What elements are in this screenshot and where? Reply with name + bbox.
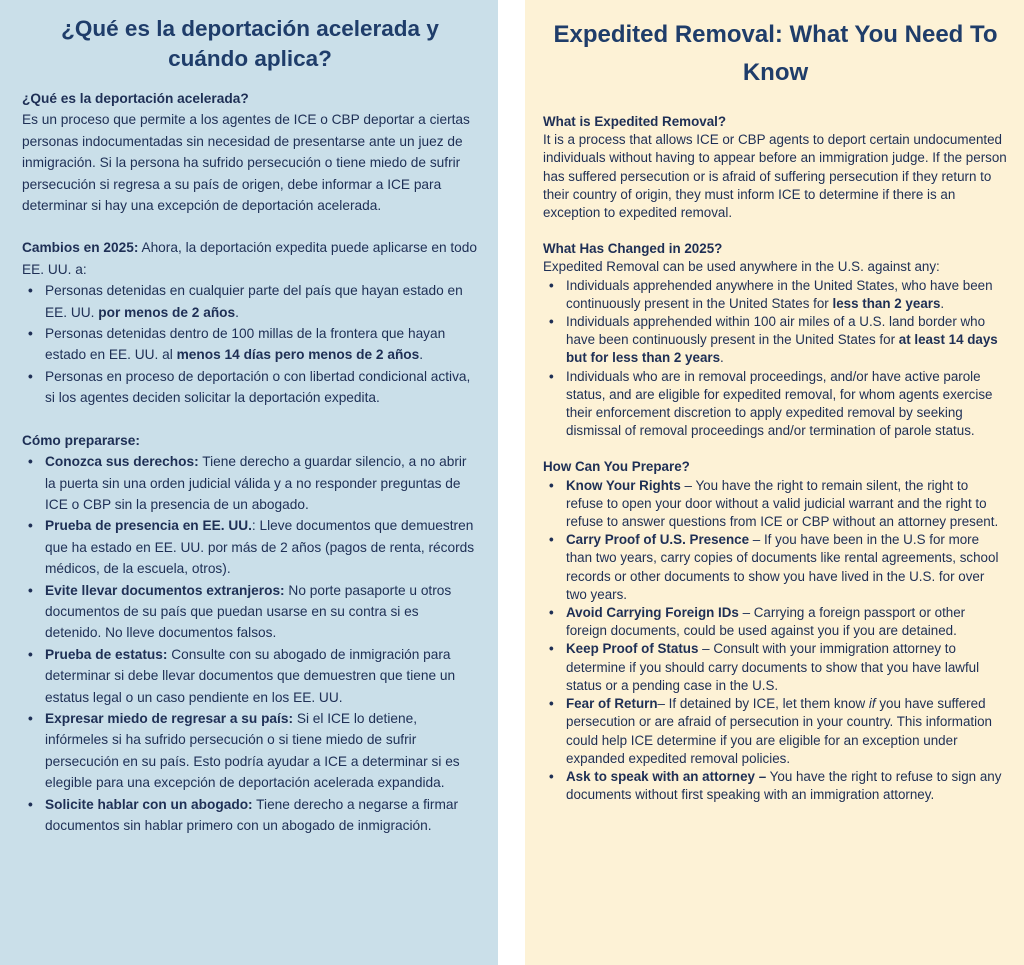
prepare-section-es xyxy=(22,430,478,837)
list-item: • Expresar miedo de regresar a su país: Si el ICE lo detiene, infórmeles si ha sufrido persecución o si tiene miedo de sufrir persecución en su país. Esto podría ayudar a ICE a determinar si es elegible para una excepción de deportación acelerada expandida. xyxy=(22,708,478,794)
list-item: • Prueba de estatus: Consulte con su abogado de inmigración para determinar si debe llevar documentos que demuestren que tiene un estatus legal o un caso pendiente en los EE. UU. xyxy=(22,644,478,708)
list-item: • Keep Proof of Status – Consult with your immigration attorney to determine if you should carry documents to show that you have lawful status or a pending case in the U.S. xyxy=(543,640,1008,695)
list-item: • Personas en proceso de deportación o con libertad condicional activa, si los agentes deciden solicitar la deportación expedita. xyxy=(22,366,478,409)
what-section-en xyxy=(543,113,1008,222)
list-item: • Personas detenidas en cualquier parte del país que hayan estado en EE. UU. por menos de 2 años. xyxy=(22,280,478,323)
prepare-heading-en: How Can You Prepare? xyxy=(543,459,690,475)
list-item: • Ask to speak with an attorney – You have the right to refuse to sign any documents without first speaking with an immigration attorney. xyxy=(543,768,1008,804)
changes-intro-en: Expedited Removal can be used anywhere in the U.S. against any: xyxy=(543,259,940,275)
changes-list-en xyxy=(543,277,1008,441)
changes-section-en xyxy=(543,240,1008,440)
english-title: Expedited Removal: What You Need To Know xyxy=(553,21,998,86)
list-item: • Carry Proof of U.S. Presence – If you have been in the U.S for more than two years, carry copies of documents like rental agreements, school records or other documents to show you have lived in the U.S. for over two years. xyxy=(543,531,1008,604)
prepare-list-es xyxy=(22,451,478,836)
list-item: • Prueba de presencia en EE. UU.: Lleve documentos que demuestren que ha estado en EE. UU. por más de 2 años (pagos de renta, récords médicos, de la escuela, otros). xyxy=(22,515,478,579)
list-item: • Personas detenidas dentro de 100 millas de la frontera que hayan estado en EE. UU. al menos 14 días pero menos de 2 años. xyxy=(22,323,478,366)
list-item: • Know Your Rights – You have the right to remain silent, the right to refuse to open your door without a valid judicial warrant and the right to refuse to answer questions from ICE or CBP without an attorney present. xyxy=(543,477,1008,532)
spanish-panel xyxy=(0,0,498,965)
list-item: • Individuals apprehended within 100 air miles of a U.S. land border who have been continuously present in the United States for at least 14 days but for less than 2 years. xyxy=(543,313,1008,368)
prepare-list-en xyxy=(543,477,1008,805)
list-item: • Evite llevar documentos extranjeros: No porte pasaporte u otros documentos de su país que puedan usarse en su contra si es detenido. No lleve documentos falsos. xyxy=(22,580,478,644)
changes-list-es xyxy=(22,280,478,408)
list-item: • Individuals apprehended anywhere in the United States, who have been continuously present in the United States for less than 2 years. xyxy=(543,277,1008,313)
what-section-es xyxy=(22,88,478,216)
changes-section-es xyxy=(22,237,478,408)
list-item: • Individuals who are in removal proceedings, and/or have active parole status, and are eligible for expedited removal, for whom agents exercise their enforcement discretion to apply expedited removal by seeking dismissal of removal proceedings and/or termination of parole status. xyxy=(543,368,1008,441)
spanish-title: ¿Qué es la deportación acelerada y cuándo aplica? xyxy=(61,16,439,71)
what-text-es: Es un proceso que permite a los agentes de ICE o CBP deportar a ciertas personas indocumentadas sin necesidad de presentarse ante un juez de inmigración. Si la persona ha sufrido persecución o tiene miedo de sufrir persecución si regresa a su país de origen, debe informar a ICE para determinar si hay una excepción de deportación acelerada. xyxy=(22,112,470,214)
prepare-heading-es: Cómo prepararse: xyxy=(22,432,140,448)
changes-heading-en: What Has Changed in 2025? xyxy=(543,241,723,257)
what-text-en: It is a process that allows ICE or CBP agents to deport certain undocumented individuals without having to appear before an immigration judge. If the person has suffered persecution or is afraid of suffering persecution if they return to their country of origin, they must inform ICE to determine if there is an exception to expedited removal. xyxy=(543,132,1007,221)
english-panel xyxy=(525,0,1024,965)
what-heading-en: What is Expedited Removal? xyxy=(543,114,727,129)
changes-heading-es: Cambios en 2025: xyxy=(22,240,139,256)
list-item: • Conozca sus derechos: Tiene derecho a guardar silencio, a no abrir la puerta sin una orden judicial válida y a no responder preguntas de ICE o CBP sin la presencia de un abogado. xyxy=(22,451,478,515)
changes-intro-es: Cambios en 2025: Ahora, la deportación expedita puede aplicarse en todo EE. UU. a: xyxy=(22,240,478,277)
list-item: • Fear of Return– If detained by ICE, let them know if you have suffered persecution or are afraid of persecution in your country. This information could help ICE determine if you are eligible for an exception under expanded expedited removal policies. xyxy=(543,695,1008,768)
what-heading-es: ¿Qué es la deportación acelerada? xyxy=(22,91,249,106)
prepare-section-en xyxy=(543,458,1008,804)
list-item: • Solicite hablar con un abogado: Tiene derecho a negarse a firmar documentos sin hablar primero con un abogado de inmigración. xyxy=(22,794,478,837)
list-item: • Avoid Carrying Foreign IDs – Carrying a foreign passport or other foreign documents, could be used against you if you are detained. xyxy=(543,604,1008,640)
